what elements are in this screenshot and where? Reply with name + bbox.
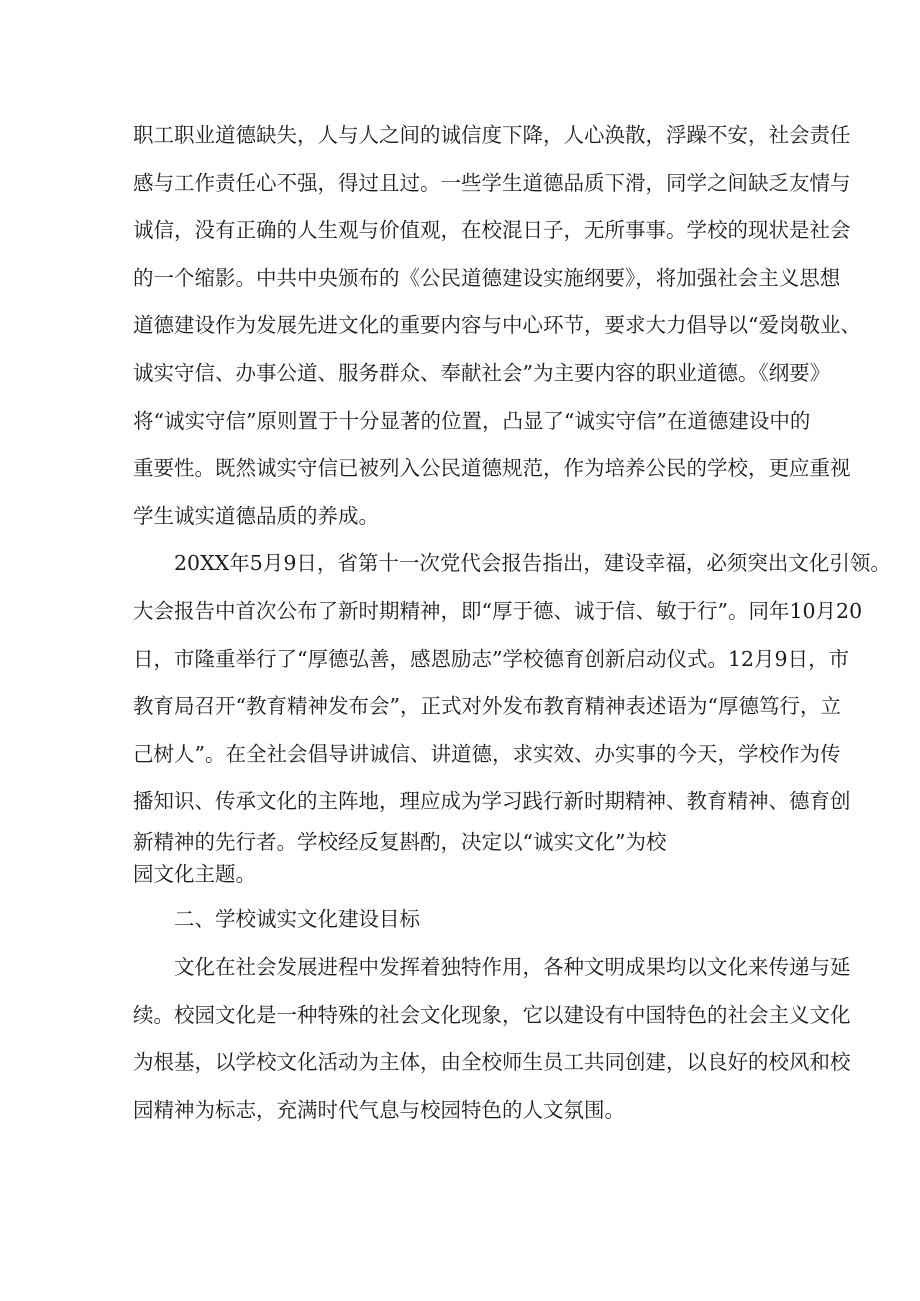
text-line: 园精神为标志，充满时代气息与校园特色的人文氛围。	[133, 1097, 625, 1122]
text-line: 诚实守信、办事公道、服务群众、奉献社会”为主要内容的职业道德。《纲要》	[133, 360, 831, 385]
text-line: 道德建设作为发展先进文化的重要内容与中心环节，要求大力倡导以“爱岗敬业、	[133, 313, 861, 338]
text-line: 己树人”。在全社会倡导讲诚信、讲道德，求实效、办实事的今天，学校作为传	[133, 741, 841, 766]
paragraph-2	[133, 540, 891, 890]
document-body	[133, 112, 891, 1134]
text-line: 为根基，以学校文化活动为主体，由全校师生员工共同创建，以良好的校风和校	[133, 1050, 851, 1075]
text-line: 重要性。既然诚实守信已被列入公民道德规范，作为培养公民的学校，更应重视	[133, 456, 851, 481]
text-line: 园文化主题。	[133, 861, 256, 886]
text-line: 的一个缩影。中共中央颁布的《公民道德建设实施纲要》，将加强社会主义思想	[133, 265, 841, 290]
text-line: 教育局召开“教育精神发布会”，正式对外发布教育精神表述语为“厚德笃行，立	[133, 694, 841, 719]
text-line: 文化在社会发展进程中发挥着独特作用，各种文明成果均以文化来传递与延	[174, 954, 851, 979]
text-line: 学生诚实道德品质的养成。	[133, 503, 379, 528]
section-heading: 二、学校诚实文化建设目标	[174, 906, 420, 931]
text-line: 大会报告中首次公布了新时期精神，即“厚于德、诚于信、敏于行”。同年10月20	[133, 598, 863, 623]
paragraph-3	[133, 944, 851, 1134]
text-line: 将“诚实守信”原则置于十分显著的位置，凸显了“诚实守信”在道德建设中的	[133, 408, 811, 433]
paragraph-1	[133, 112, 861, 540]
text-line: 职工职业道德缺失，人与人之间的诚信度下降，人心涣散，浮躁不安，社会责任	[133, 123, 851, 147]
text-line: 诚信，没有正确的人生观与价值观，在校混日子，无所事事。学校的现状是社会	[133, 218, 851, 243]
text-line: 感与工作责任心不强，得过且过。一些学生道德品质下滑，同学之间缺乏友情与	[133, 170, 851, 195]
text-line: 播知识、传承文化的主阵地，理应成为学习践行新时期精神、教育精神、德育创	[133, 789, 851, 814]
text-line: 日，市隆重举行了“厚德弘善，感恩励志”学校德育创新启动仪式。12月9日，市	[133, 646, 850, 671]
text-line: 20XX年5月9日，省第十一次党代会报告指出，建设幸福，必须突出文化引领。	[174, 551, 891, 576]
text-line: 续。校园文化是一种特殊的社会文化现象，它以建设有中国特色的社会主义文化	[133, 1002, 851, 1027]
text-line: 新精神的先行者。学校经反复斟酌，决定以“诚实文化”为校	[133, 829, 667, 854]
